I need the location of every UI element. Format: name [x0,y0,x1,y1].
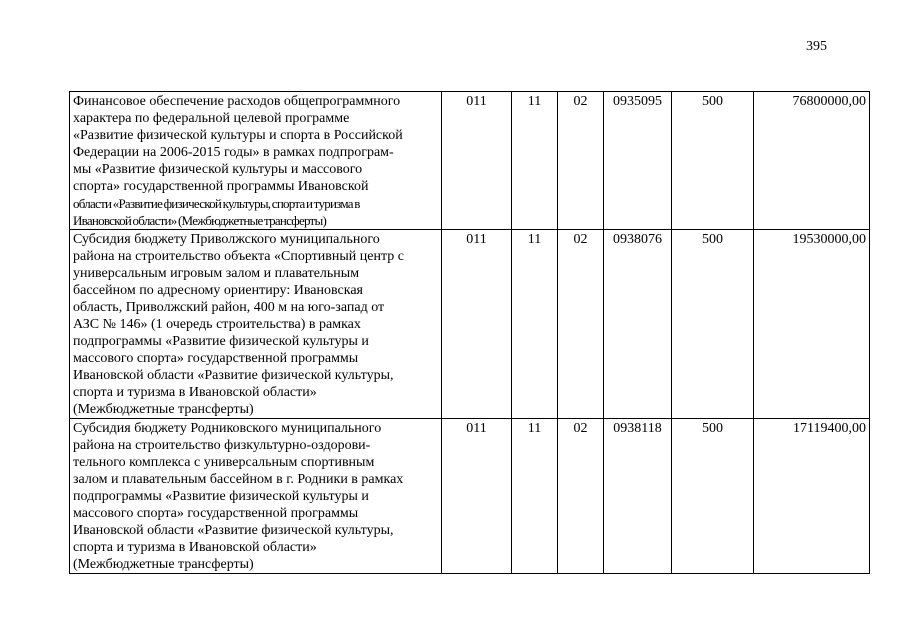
description-line: спорта» государственной программы Ивановской [73,179,369,194]
table-row [70,419,870,574]
description-line: Федерации на 2006-2015 годы» в рамках подпрограм- [73,145,394,160]
description-line: мы «Развитие физической культуры и массового [73,162,363,177]
description-line: массового спорта» государственной программы [73,351,359,366]
description-line: спорта и туризма в Ивановской области» [73,540,317,555]
description-line: «Развитие физической культуры и спорта в Российской [73,128,403,143]
expense-type-code: 500 [672,92,754,230]
description-line: характера по федеральной целевой программе [73,111,350,126]
description-line: бассейном по адресному ориентиру: Ивановская [73,283,363,298]
ministry-code: 011 [442,92,512,230]
description-line: Ивановской области «Развитие физической культуры, [73,368,394,383]
description-line: (Межбюджетные трансферты) [73,402,254,417]
target-article-code: 0938118 [604,419,672,574]
expense-description [70,230,442,419]
page-number: 395 [806,39,827,54]
description-line: АЗС № 146» (1 очередь строительства) в рамках [73,317,361,332]
target-article-code: 0935095 [604,92,672,230]
description-line: района на строительство физкультурно-оздорови- [73,438,371,453]
description-line: Субсидия бюджету Приволжского муниципального [73,232,380,247]
description-line: массового спорта» государственной программы [73,506,359,521]
description-line: универсальным игровым залом и плавательным [73,266,360,281]
table-row [70,230,870,419]
description-line: Субсидия бюджету Родниковского муниципального [73,421,382,436]
description-line: область, Приволжский район, 400 м на юго-запад от [73,300,385,315]
expense-description [70,419,442,574]
section-code: 11 [512,92,558,230]
description-line: области «Развитие физической культуры, спорта и туризма в [73,196,360,211]
amount: 76800000,00 [754,92,870,230]
amount: 19530000,00 [754,230,870,419]
table-row [70,92,870,230]
section-code: 11 [512,419,558,574]
budget-table [69,91,870,574]
description-line: подпрограммы «Развитие физической культуры и [73,334,369,349]
description-line: спорта и туризма в Ивановской области» [73,385,317,400]
description-line: подпрограммы «Развитие физической культуры и [73,489,369,504]
amount: 17119400,00 [754,419,870,574]
description-line: тельного комплекса с универсальным спортивным [73,455,375,470]
description-line: залом и плавательным бассейном в г. Родники в рамках [73,472,404,487]
ministry-code: 011 [442,230,512,419]
subsection-code: 02 [558,92,604,230]
ministry-code: 011 [442,419,512,574]
target-article-code: 0938076 [604,230,672,419]
description-line: района на строительство объекта «Спортивный центр с [73,249,404,264]
expense-description [70,92,442,230]
expense-type-code: 500 [672,230,754,419]
section-code: 11 [512,230,558,419]
subsection-code: 02 [558,419,604,574]
description-line: Финансовое обеспечение расходов общепрограммного [73,94,401,109]
expense-type-code: 500 [672,419,754,574]
subsection-code: 02 [558,230,604,419]
description-line: Ивановской области «Развитие физической культуры, [73,523,394,538]
description-line: (Межбюджетные трансферты) [73,557,254,572]
description-line: Ивановской области» (Межбюджетные трансферты) [73,213,327,228]
